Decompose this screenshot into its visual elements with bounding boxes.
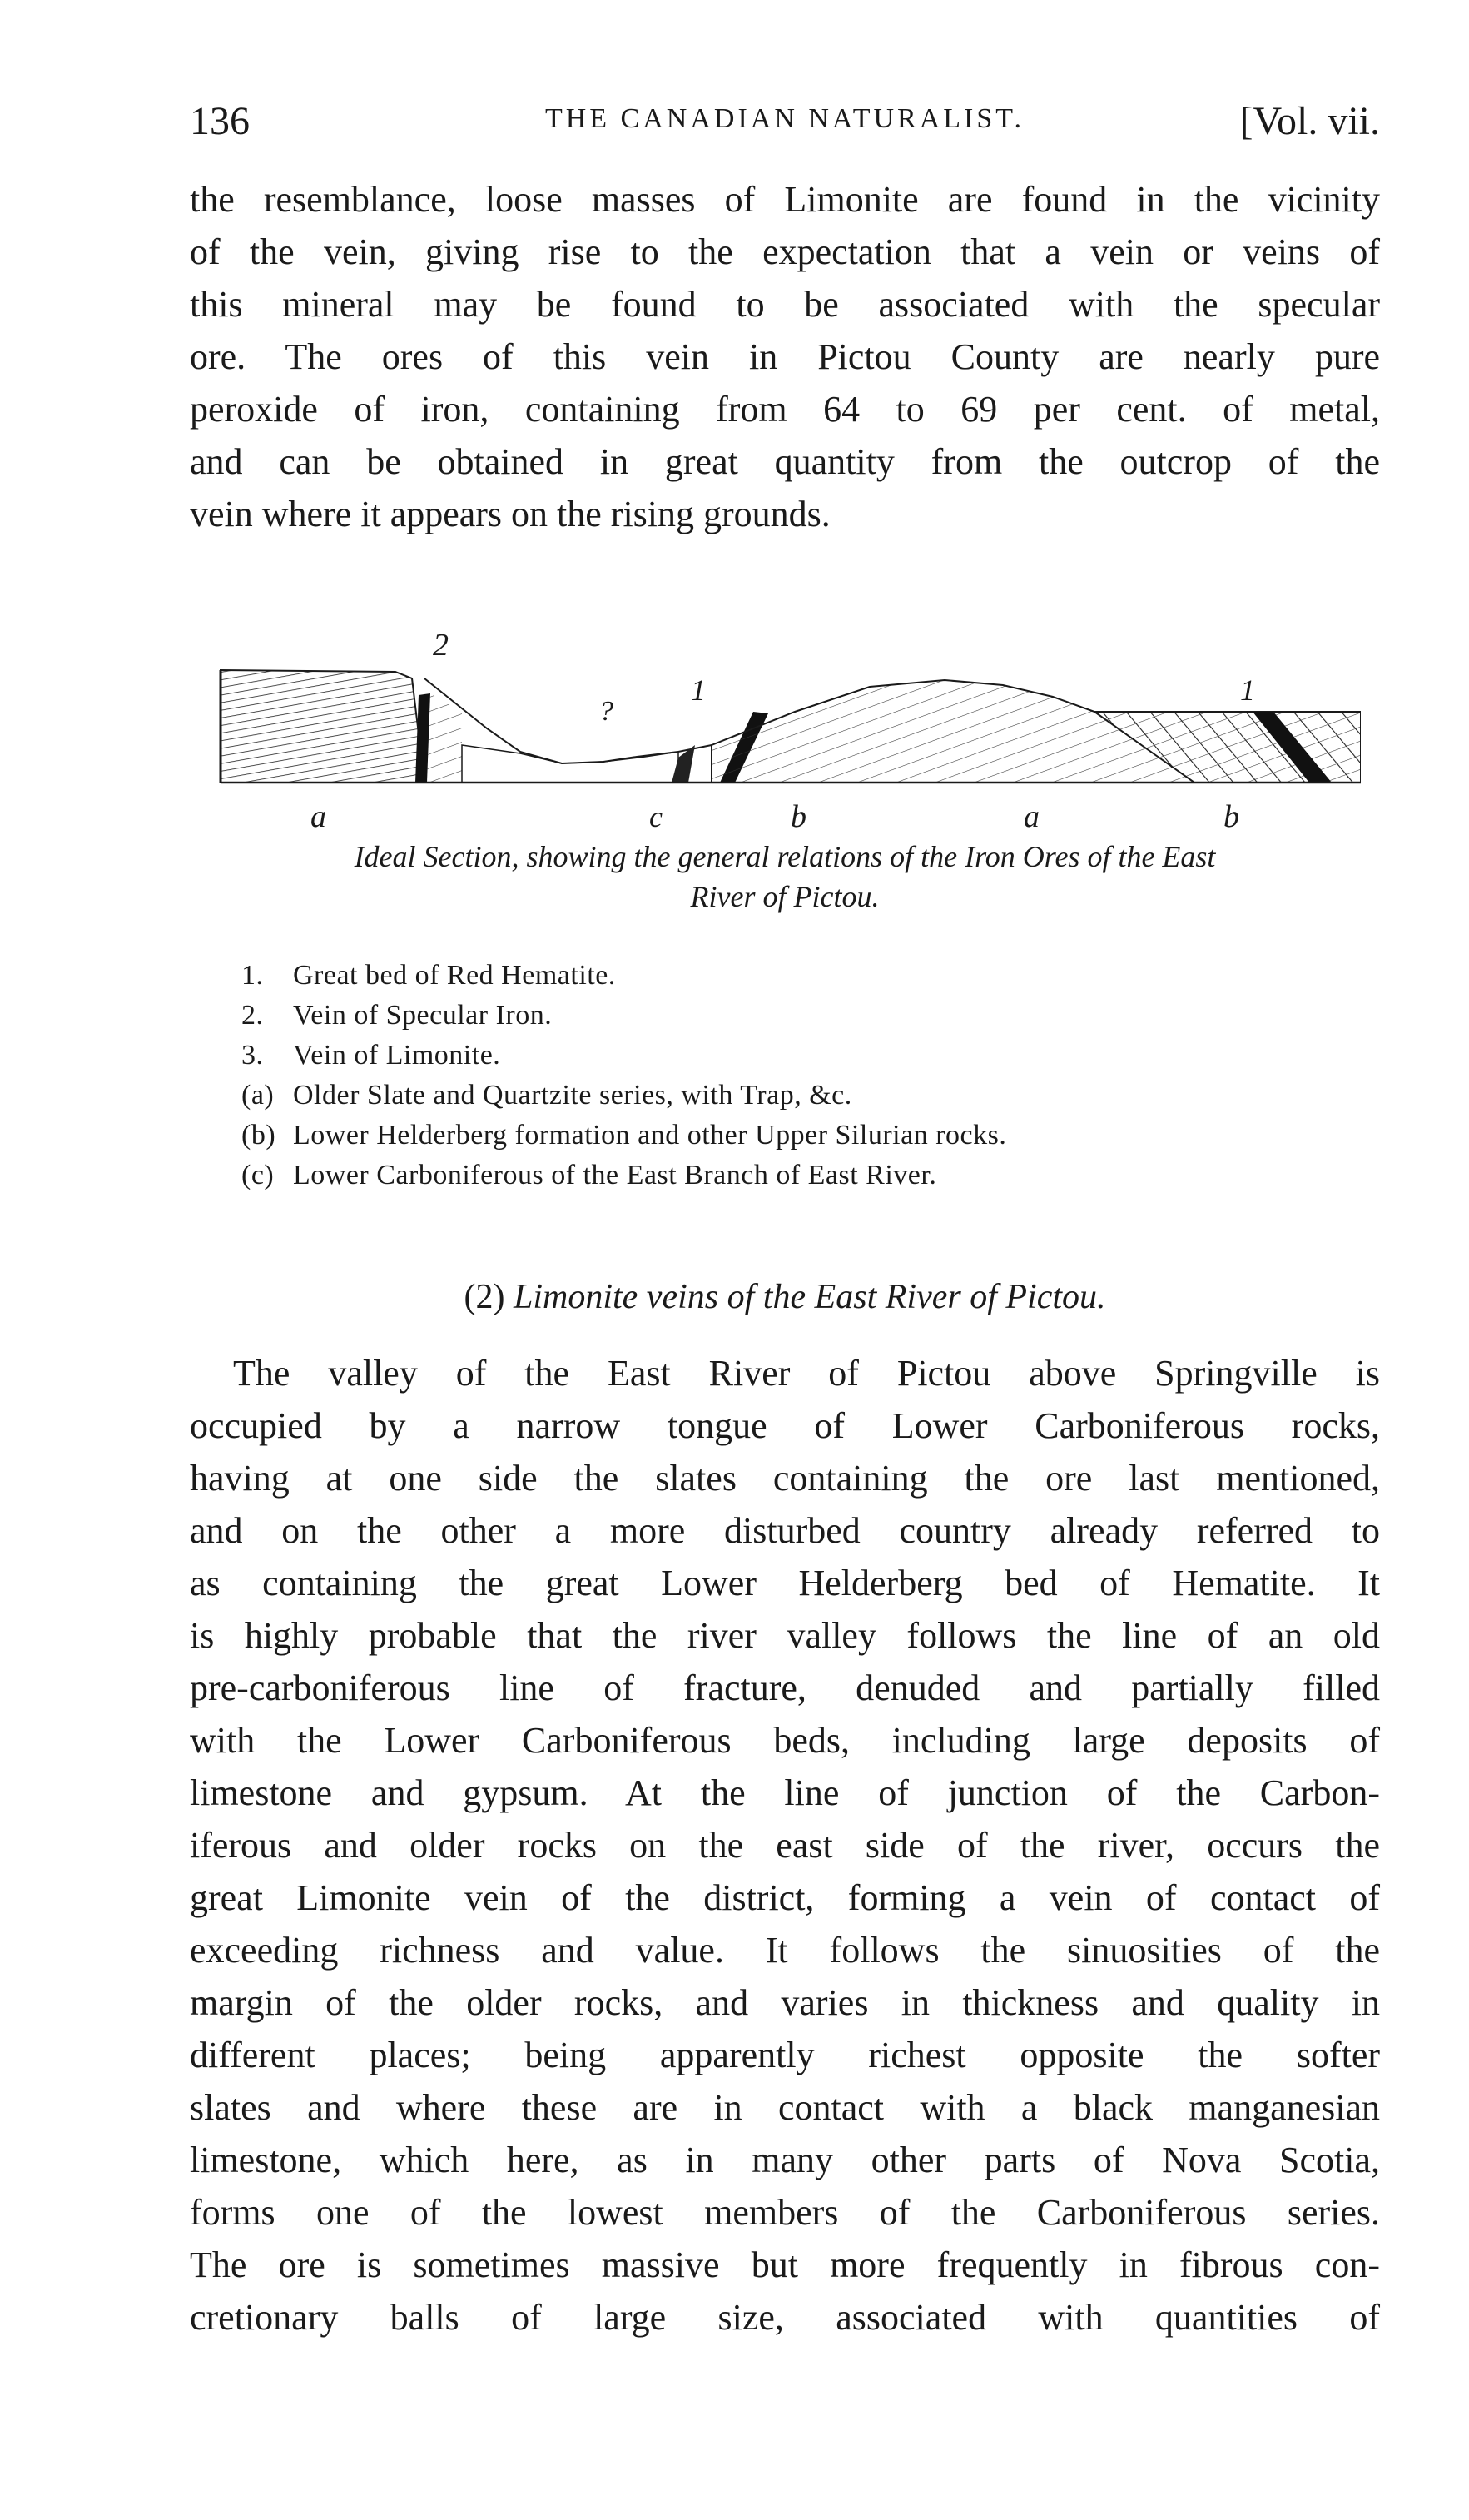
label-query: ? <box>599 696 613 727</box>
text-line: peroxide of iron, containing from 64 to 69 per cent. of metal, <box>190 389 1380 430</box>
legend-item <box>241 1076 1365 1116</box>
text-line: cretionary balls of large size, associated with quantities of <box>190 2297 1380 2338</box>
label-a-right: a <box>1024 799 1040 834</box>
legend-item <box>241 996 1365 1036</box>
figure-caption <box>190 837 1380 917</box>
legend-key: (c) <box>241 1160 275 1190</box>
figure-legend <box>241 956 1365 1195</box>
section-drawing <box>212 620 1361 837</box>
legend-text: Lower Carboniferous of the East Branch of East River. <box>293 1160 937 1190</box>
label-vein-2: 2 <box>433 628 449 663</box>
text-line: is highly probable that the river valley follows the line of an old <box>190 1615 1380 1656</box>
vein-wall-rock <box>427 693 462 783</box>
text-line: forms one of the lowest members of the Carboniferous series. <box>190 2192 1380 2233</box>
left-slate-block <box>221 670 424 783</box>
text-line: The valley of the East River of Pictou above Springville is <box>233 1353 1380 1394</box>
text-line: and can be obtained in great quantity from the outcrop of the <box>190 441 1380 482</box>
geological-section-figure <box>212 620 1361 837</box>
label-a-left: a <box>310 799 326 834</box>
section-title: Limonite veins of the East River of Pictou. <box>513 1278 1106 1316</box>
legend-key: (b) <box>241 1120 276 1151</box>
text-line: limestone, which here, as in many other parts of Nova Scotia, <box>190 2140 1380 2180</box>
section-number: (2) <box>464 1278 505 1316</box>
legend-key: (a) <box>241 1080 275 1111</box>
text-line: different places; being apparently richest opposite the softer <box>190 2035 1380 2075</box>
text-line: having at one side the slates containing the ore last mentioned, <box>190 1458 1380 1499</box>
text-line: limestone and gypsum. At the line of junction of the Carbon- <box>190 1772 1380 1813</box>
label-b-right: b <box>1223 799 1239 834</box>
section-heading <box>190 1277 1380 1317</box>
paragraph-continued <box>190 173 1380 540</box>
text-line: The ore is sometimes massive but more frequently in fibrous con- <box>190 2244 1380 2285</box>
legend-text: Vein of Specular Iron. <box>293 1000 553 1031</box>
legend-text: Older Slate and Quartzite series, with Trap, &c. <box>293 1080 852 1111</box>
running-head <box>190 98 1380 148</box>
legend-key: 1. <box>241 960 264 991</box>
text-line: vein where it appears on the rising grounds. <box>190 494 831 534</box>
valley-surface <box>424 678 712 763</box>
legend-item <box>241 1156 1365 1195</box>
text-line: exceeding richness and value. It follows the sinuosities of the <box>190 1930 1380 1971</box>
caption-line: Ideal Section, showing the general relations of the Iron Ores of the East <box>354 840 1216 873</box>
legend-item <box>241 1036 1365 1076</box>
text-line: ore. The ores of this vein in Pictou County are nearly pure <box>190 336 1380 377</box>
label-bed-1-right: 1 <box>1240 673 1255 707</box>
text-line: slates and where these are in contact with a black manganesian <box>190 2087 1380 2128</box>
legend-item <box>241 956 1365 996</box>
legend-key: 3. <box>241 1040 264 1071</box>
legend-text: Lower Helderberg formation and other Upper Silurian rocks. <box>293 1120 1007 1151</box>
text-line: occupied by a narrow tongue of Lower Carboniferous rocks, <box>190 1405 1380 1446</box>
label-bed-1-left: 1 <box>691 673 706 707</box>
text-line: of the vein, giving rise to the expectation that a vein or veins of <box>190 231 1380 272</box>
text-line: great Limonite vein of the district, forming a vein of contact of <box>190 1877 1380 1918</box>
text-line: this mineral may be found to be associated with the specular <box>190 284 1380 325</box>
journal-title: THE CANADIAN NATURALIST. <box>544 103 1025 134</box>
text-line: as containing the great Lower Helderberg bed of Hematite. It <box>190 1563 1380 1603</box>
legend-text: Great bed of Red Hematite. <box>293 960 616 991</box>
text-line: and on the other a more disturbed country already referred to <box>190 1510 1380 1551</box>
text-line: with the Lower Carboniferous beds, including large deposits of <box>190 1720 1380 1761</box>
label-c: c <box>649 800 663 833</box>
text-line: the resemblance, loose masses of Limonite are found in the vicinity <box>190 179 1380 220</box>
caption-line: River of Pictou. <box>690 880 880 913</box>
text-line: margin of the older rocks, and varies in thickness and quality in <box>190 1982 1380 2023</box>
text-line: pre-carboniferous line of fracture, denuded and partially filled <box>190 1668 1380 1708</box>
text-line: iferous and older rocks on the east side of the river, occurs the <box>190 1825 1380 1866</box>
label-b-middle: b <box>791 799 806 834</box>
page-number: 136 <box>190 99 250 143</box>
legend-item <box>241 1116 1365 1156</box>
volume-number: [Vol. vii. <box>1239 99 1380 143</box>
legend-key: 2. <box>241 1000 264 1031</box>
paragraph <box>190 1347 1380 2344</box>
legend-text: Vein of Limonite. <box>293 1040 501 1071</box>
